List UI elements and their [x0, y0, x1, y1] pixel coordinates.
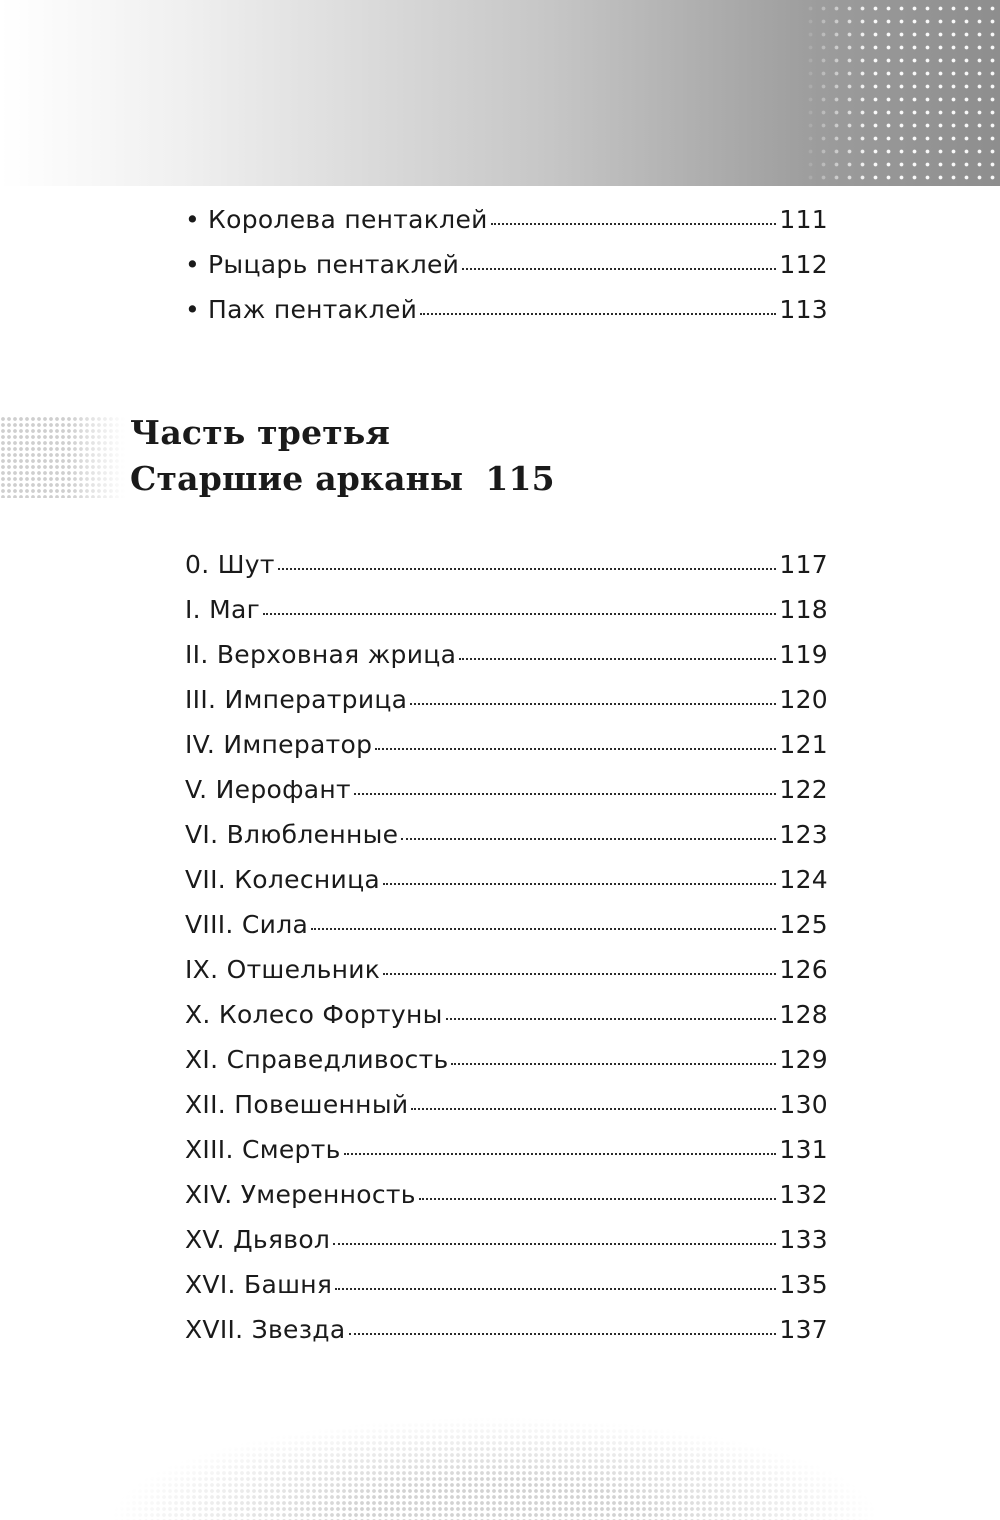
toc-entry-page: 121	[779, 730, 828, 759]
toc-entry[interactable]	[185, 1225, 828, 1270]
toc-entry-page: 125	[779, 910, 828, 939]
toc-entry[interactable]	[185, 550, 828, 595]
toc-entry-page: 123	[779, 820, 828, 849]
toc-entry-title: VII. Колесница	[185, 865, 381, 894]
toc-entry-title: XIV. Умеренность	[185, 1180, 416, 1209]
toc-sub-entry[interactable]	[185, 250, 828, 295]
toc-entry-page: 113	[779, 295, 828, 324]
dot-leader	[410, 702, 776, 705]
toc-entry-page: 118	[779, 595, 828, 624]
toc-entry[interactable]	[185, 1135, 828, 1180]
dot-leader	[278, 567, 777, 570]
toc-entry-page: 124	[779, 865, 828, 894]
toc-entry[interactable]	[185, 1270, 828, 1315]
toc-subsection-list	[185, 205, 828, 340]
toc-entry-title: XII. Повешенный	[185, 1090, 409, 1119]
toc-entry-page: 126	[779, 955, 828, 984]
section-dot-pattern	[0, 416, 125, 498]
toc-entry-title: Рыцарь пентаклей	[208, 250, 460, 279]
dot-leader	[420, 312, 776, 315]
part-page-number: 115	[485, 459, 555, 498]
toc-entry-title: VI. Влюбленные	[185, 820, 399, 849]
toc-entry[interactable]	[185, 1315, 828, 1360]
dot-leader	[354, 792, 776, 795]
toc-entry-page: 135	[779, 1270, 828, 1299]
dot-leader	[451, 1062, 776, 1065]
toc-entry-title: XV. Дьявол	[185, 1225, 331, 1254]
dot-leader	[446, 1017, 777, 1020]
dot-leader	[311, 927, 776, 930]
dot-leader	[491, 222, 777, 225]
part-title: Старшие арканы	[130, 459, 464, 498]
toc-entry-page: 130	[779, 1090, 828, 1119]
dot-leader	[335, 1287, 776, 1290]
part-label: Часть третья	[130, 413, 391, 452]
dot-leader	[383, 882, 776, 885]
dot-leader	[333, 1242, 776, 1245]
toc-entry-title: IX. Отшельник	[185, 955, 381, 984]
toc-entry-page: 119	[779, 640, 828, 669]
toc-entry-title: Королева пентаклей	[208, 205, 488, 234]
dot-leader	[344, 1152, 777, 1155]
toc-entry[interactable]	[185, 1180, 828, 1225]
toc-entry-page: 128	[779, 1000, 828, 1029]
toc-entry-page: 120	[779, 685, 828, 714]
dot-leader	[462, 267, 776, 270]
part-title-line	[130, 456, 555, 502]
toc-entry-title: X. Колесо Фортуны	[185, 1000, 443, 1029]
toc-sub-entry[interactable]	[185, 295, 828, 340]
dot-leader	[383, 972, 776, 975]
toc-entry[interactable]	[185, 1090, 828, 1135]
toc-entry-title: IV. Император	[185, 730, 373, 759]
toc-entry-title: XVI. Башня	[185, 1270, 333, 1299]
header-dot-pattern	[800, 0, 1000, 186]
toc-entry-title: Паж пентаклей	[208, 295, 418, 324]
toc-entry-page: 122	[779, 775, 828, 804]
toc-entry-page: 129	[779, 1045, 828, 1074]
toc-entry-page: 133	[779, 1225, 828, 1254]
toc-entry[interactable]	[185, 910, 828, 955]
toc-entry-page: 117	[779, 550, 828, 579]
toc-entry[interactable]	[185, 865, 828, 910]
toc-entry-page: 137	[779, 1315, 828, 1344]
toc-entry-title: I. Маг	[185, 595, 261, 624]
toc-entry-title: XVII. Звезда	[185, 1315, 346, 1344]
toc-entry[interactable]	[185, 1000, 828, 1045]
dot-leader	[419, 1197, 777, 1200]
dot-leader	[401, 837, 776, 840]
toc-entry[interactable]	[185, 1045, 828, 1090]
toc-entry-title: II. Верховная жрица	[185, 640, 457, 669]
toc-entry-title: XIII. Смерть	[185, 1135, 341, 1164]
dot-leader	[375, 747, 776, 750]
toc-sub-entry[interactable]	[185, 205, 828, 250]
dot-leader	[349, 1332, 777, 1335]
toc-entry[interactable]	[185, 685, 828, 730]
dot-leader	[459, 657, 776, 660]
toc-entry[interactable]	[185, 775, 828, 820]
toc-entry-page: 131	[779, 1135, 828, 1164]
toc-entry[interactable]	[185, 730, 828, 775]
bullet-glyph: •	[185, 295, 201, 324]
part-heading[interactable]	[130, 410, 555, 502]
footer-dot-pattern	[95, 1392, 895, 1520]
toc-entry-title: XI. Справедливость	[185, 1045, 449, 1074]
toc-entry-title: 0. Шут	[185, 550, 275, 579]
toc-entry[interactable]	[185, 955, 828, 1000]
dot-leader	[263, 612, 776, 615]
toc-entry-page: 112	[779, 250, 828, 279]
toc-entry[interactable]	[185, 640, 828, 685]
toc-entry-title: VIII. Сила	[185, 910, 309, 939]
toc-entry-page: 111	[779, 205, 828, 234]
toc-entry-title: III. Императрица	[185, 685, 408, 714]
toc-entry[interactable]	[185, 595, 828, 640]
dot-leader	[411, 1107, 776, 1110]
toc-entry-title: V. Иерофант	[185, 775, 351, 804]
toc-arcana-list	[185, 550, 828, 1360]
bullet-glyph: •	[185, 250, 201, 279]
toc-entry-page: 132	[779, 1180, 828, 1209]
bullet-glyph: •	[185, 205, 201, 234]
toc-entry[interactable]	[185, 820, 828, 865]
